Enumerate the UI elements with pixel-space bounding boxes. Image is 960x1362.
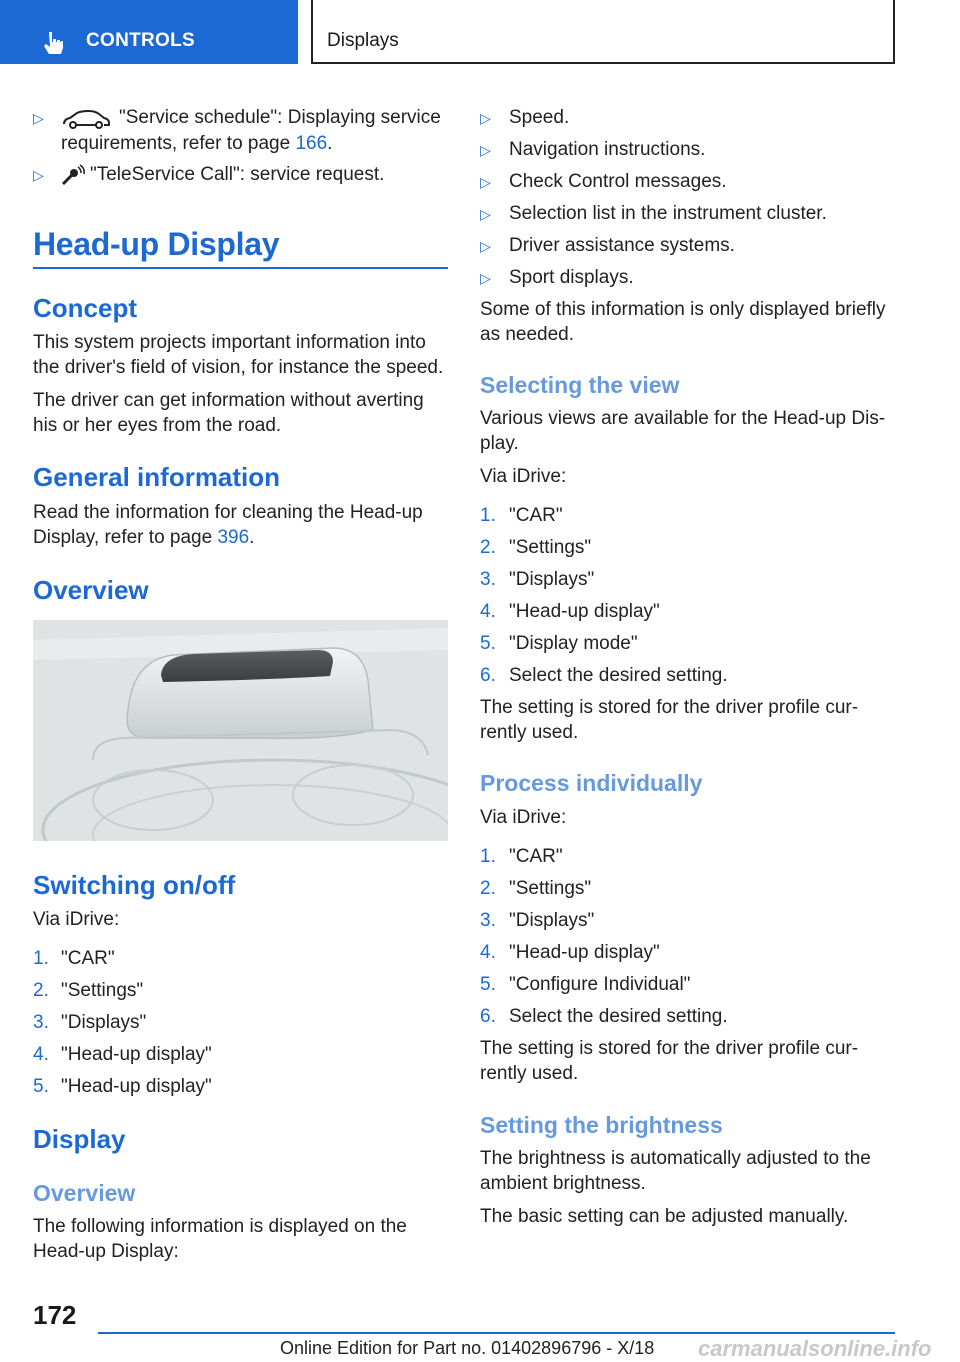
- watermark: carmanualsonline.info: [698, 1336, 932, 1361]
- step-text: "Settings": [509, 537, 592, 558]
- text-line: The brightness is automatically adjusted to the: [480, 1148, 871, 1169]
- text-line: The setting is stored for the driver profile cur-: [480, 1038, 859, 1059]
- text-line: The following information is displayed on the: [33, 1216, 407, 1237]
- bullet-triangle-icon: ▷: [33, 167, 44, 183]
- text-line: Some of this information is only displayed briefly: [480, 299, 886, 320]
- wrench-call-icon: [61, 164, 85, 186]
- brightness-text-2: The basic setting can be adjusted manually.: [480, 1206, 849, 1227]
- car-icon: [61, 109, 111, 129]
- display-heading: Display: [33, 1124, 126, 1154]
- text-line: Head-up Display:: [33, 1241, 179, 1262]
- step-text: "CAR": [509, 505, 563, 526]
- general-heading: General information: [33, 462, 281, 492]
- brightness-heading: Setting the brightness: [480, 1112, 723, 1138]
- bullet-text: Navigation instructions.: [509, 139, 706, 160]
- step-text: "CAR": [509, 846, 563, 867]
- heading-rule: [33, 267, 448, 269]
- page-link[interactable]: 396: [217, 527, 250, 548]
- text-line: his or her eyes from the road.: [33, 415, 282, 436]
- bullet-text: Driver assistance systems.: [509, 235, 735, 256]
- edition-text: Online Edition for Part no. 01402896796 - X/18: [280, 1338, 655, 1358]
- step-text: "Displays": [509, 569, 595, 590]
- chapter-tab[interactable]: [0, 0, 298, 64]
- general-text: [33, 500, 423, 550]
- bullet-text: Check Control messages.: [509, 171, 727, 192]
- note-text: [480, 297, 886, 347]
- hand-pointer-icon: [40, 30, 66, 56]
- step-text: "Displays": [509, 910, 595, 931]
- stored-text: [480, 695, 858, 745]
- view-text: [480, 406, 885, 456]
- bullet-text-part: .: [327, 133, 333, 154]
- text-line: rently used.: [480, 1063, 579, 1084]
- text-line: Various views are available for the Head-up Dis-: [480, 408, 886, 429]
- display-text: [33, 1214, 407, 1264]
- stored-text: [480, 1036, 858, 1086]
- step-text: Select the desired setting.: [509, 1006, 728, 1027]
- page-number: 172: [33, 1300, 77, 1330]
- overview-subheading: Overview: [33, 1180, 136, 1206]
- overview-heading: Overview: [33, 575, 149, 605]
- text-line: This system projects important information into: [33, 332, 426, 353]
- text-line: [33, 525, 423, 550]
- concept-text: [33, 330, 443, 380]
- head-up-display-photo: [33, 620, 448, 841]
- step-text: "Display mode": [509, 633, 638, 654]
- bullet-triangle-icon: ▷: [33, 110, 44, 126]
- bullet-text: "TeleService Call": service request.: [90, 164, 385, 185]
- text-line: the driver's field of vision, for instance the speed.: [33, 357, 444, 378]
- step-text: "Configure Individual": [509, 974, 691, 995]
- step-text: "CAR": [61, 948, 115, 969]
- step-text: "Head-up display": [509, 601, 660, 622]
- bullet-triangle-icon: ▷: [480, 174, 491, 190]
- switching-heading: Switching on/off: [33, 870, 236, 900]
- chapter-label: CONTROLS: [86, 30, 196, 51]
- via-idrive-text: Via iDrive:: [33, 909, 120, 930]
- text-part: .: [249, 527, 255, 548]
- step-text: "Head-up display": [61, 1044, 212, 1065]
- bullet-text-part: requirements, refer to page: [61, 133, 296, 154]
- step-text: "Head-up display": [509, 942, 660, 963]
- dashboard-illustration: [33, 620, 448, 841]
- bullet-text: Sport displays.: [509, 267, 634, 288]
- bullet-text: Selection list in the instrument cluster.: [509, 203, 827, 224]
- via-idrive-text: Via iDrive:: [480, 466, 567, 487]
- bullet-triangle-icon: ▷: [480, 206, 491, 222]
- step-text: "Displays": [61, 1012, 147, 1033]
- step-text: Select the desired setting.: [509, 665, 728, 686]
- page-link[interactable]: 166: [295, 133, 328, 154]
- footer-rule: [98, 1332, 895, 1334]
- text-line: as needed.: [480, 324, 575, 345]
- bullet-text: "Service schedule": Displaying service: [119, 107, 441, 128]
- process-individually-heading: Process individually: [480, 770, 703, 796]
- via-idrive-text: Via iDrive:: [480, 807, 567, 828]
- step-text: "Head-up display": [61, 1076, 212, 1097]
- text-line: play.: [480, 433, 519, 454]
- bullet-triangle-icon: ▷: [480, 110, 491, 126]
- bullet-triangle-icon: ▷: [480, 270, 491, 286]
- selecting-view-heading: Selecting the view: [480, 372, 680, 398]
- text-line: The driver can get information without averting: [33, 390, 424, 411]
- text-part: Display, refer to page: [33, 527, 218, 548]
- step-text: "Settings": [509, 878, 592, 899]
- brightness-text: [480, 1146, 871, 1196]
- text-line: rently used.: [480, 722, 579, 743]
- bullet-text: Speed.: [509, 107, 570, 128]
- page-heading: Head-up Display: [33, 226, 280, 262]
- bullet-triangle-icon: ▷: [480, 238, 491, 254]
- section-header: [311, 0, 895, 64]
- text-line: Read the information for cleaning the Head-up: [33, 502, 423, 523]
- text-line: The setting is stored for the driver profile cur-: [480, 697, 859, 718]
- bullet-triangle-icon: ▷: [480, 142, 491, 158]
- concept-text-2: [33, 388, 424, 438]
- section-title: Displays: [327, 30, 399, 51]
- step-text: "Settings": [61, 980, 144, 1001]
- text-line: ambient brightness.: [480, 1173, 646, 1194]
- bullet-text-cont: [61, 131, 332, 156]
- concept-heading: Concept: [33, 293, 137, 323]
